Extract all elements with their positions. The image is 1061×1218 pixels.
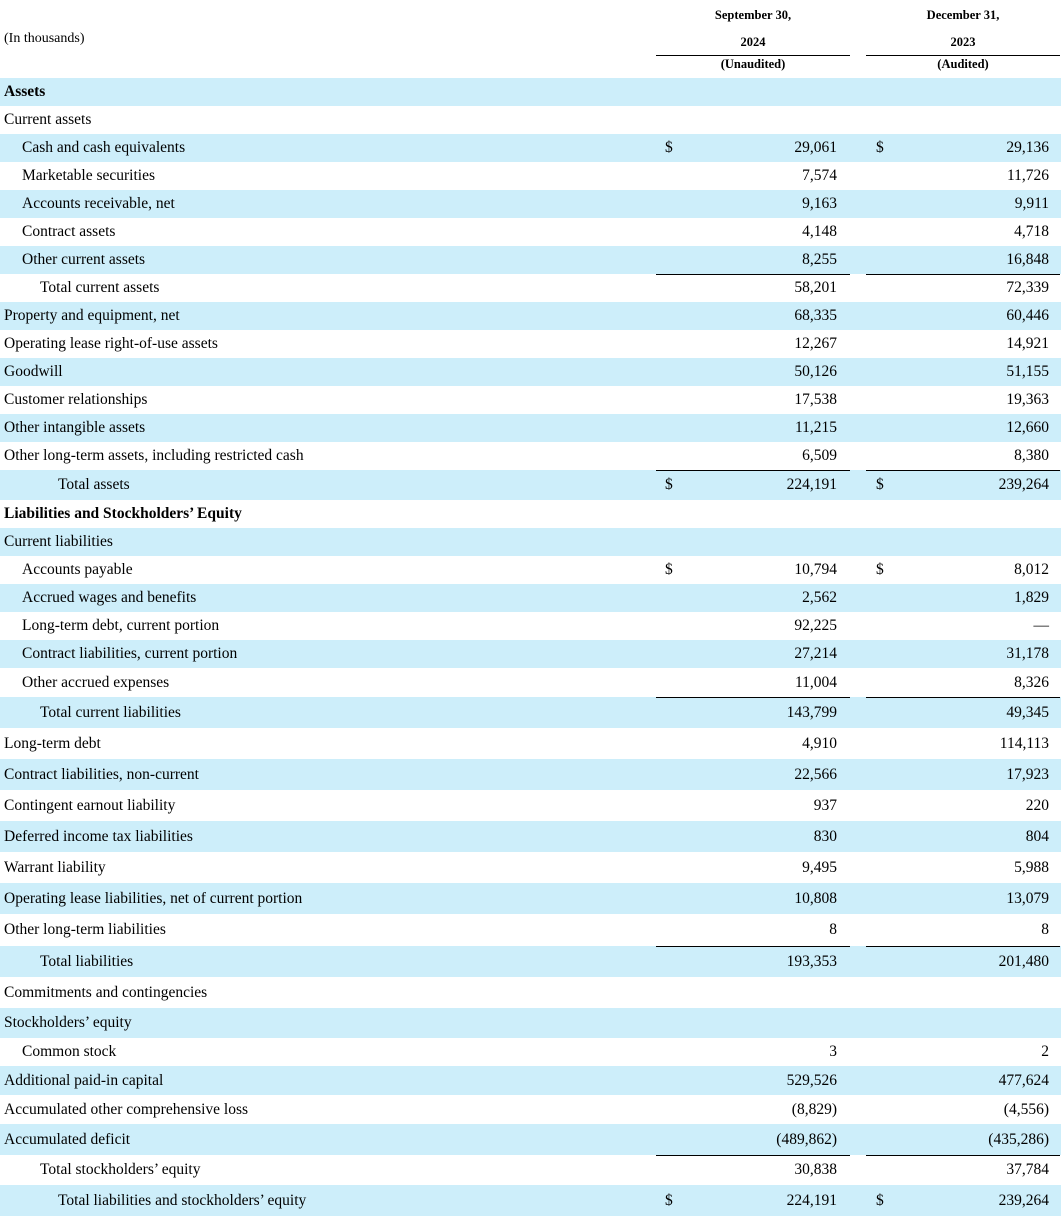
- col1-subtotal-rule: [656, 470, 850, 471]
- col1-value: 8,255: [802, 251, 837, 268]
- col2-subtotal-rule: [866, 470, 1060, 471]
- table-row: [0, 330, 1061, 358]
- table-row: [0, 1066, 1061, 1095]
- col2-value: 14,921: [1006, 335, 1049, 352]
- row-label: Customer relationships: [4, 391, 148, 408]
- row-label: Accumulated deficit: [4, 1130, 131, 1148]
- col1-value: 6,509: [802, 447, 837, 464]
- table-row: [0, 728, 1061, 759]
- row-label: Other accrued expenses: [22, 673, 170, 691]
- col1-value: 50,126: [794, 363, 837, 380]
- col2-value: 37,784: [1006, 1161, 1049, 1178]
- table-row: [0, 612, 1061, 640]
- col2-subtotal-rule: [866, 697, 1060, 698]
- col1-value: 27,214: [794, 645, 837, 662]
- table-row: [0, 78, 1061, 106]
- row-label: Accumulated other comprehensive loss: [4, 1100, 249, 1118]
- row-label: Total liabilities: [40, 952, 134, 970]
- col1-value: 937: [813, 796, 837, 814]
- col2-dollar-sign: $: [876, 139, 884, 156]
- col2-value: 239,264: [998, 476, 1049, 493]
- row-label: Stockholders’ equity: [4, 1014, 132, 1031]
- row-label: Assets: [4, 83, 46, 100]
- col1-value: 10,808: [794, 889, 837, 907]
- row-label: Goodwill: [4, 363, 63, 380]
- table-row: [0, 790, 1061, 821]
- units-label: (In thousands): [4, 31, 85, 46]
- table-row: [0, 852, 1061, 883]
- row-label: Accrued wages and benefits: [22, 589, 197, 606]
- row-label: Other long-term assets, including restricted cash: [4, 447, 304, 464]
- row-label: Deferred income tax liabilities: [4, 827, 193, 845]
- row-label: Common stock: [22, 1043, 117, 1060]
- col2-value: 13,079: [1006, 889, 1049, 907]
- table-row: [0, 106, 1061, 134]
- col1-subtotal-rule: [656, 946, 850, 947]
- col2-value: 2: [1041, 1043, 1049, 1060]
- col2-value: (435,286): [988, 1130, 1049, 1148]
- table-row: [0, 759, 1061, 790]
- col1-value: 143,799: [786, 703, 837, 721]
- col2-value: 11,726: [1006, 167, 1049, 184]
- col2-value: 72,339: [1006, 279, 1049, 296]
- table-row: [0, 946, 1061, 977]
- row-label: Current assets: [4, 111, 92, 128]
- col2-value: 29,136: [1006, 139, 1049, 156]
- col2-value: 8,326: [1014, 673, 1049, 691]
- row-label: Long-term debt: [4, 734, 101, 752]
- col1-value: 224,191: [786, 1191, 837, 1209]
- table-row: [0, 668, 1061, 697]
- col1-value: 30,838: [794, 1161, 837, 1178]
- col2-value: 201,480: [998, 952, 1049, 970]
- col2-dollar-sign: $: [876, 1191, 884, 1209]
- table-row: [0, 821, 1061, 852]
- row-label: Other current assets: [22, 251, 146, 268]
- table-row: [0, 162, 1061, 190]
- row-label: Contract liabilities, current portion: [22, 645, 238, 662]
- col2-value: 8: [1041, 921, 1049, 938]
- table-row: [0, 386, 1061, 414]
- row-label: Warrant liability: [4, 858, 106, 876]
- col1-value: (489,862): [776, 1130, 837, 1148]
- col1-value: 830: [813, 827, 837, 845]
- col2-subtotal-rule: [866, 946, 1060, 947]
- table-row: [0, 1038, 1061, 1066]
- row-label: Operating lease right-of-use assets: [4, 335, 218, 352]
- table-row: [0, 442, 1061, 470]
- table-row: [0, 556, 1061, 584]
- col1-value: 529,526: [786, 1071, 837, 1089]
- table-row: [0, 883, 1061, 914]
- row-label: Other long-term liabilities: [4, 921, 166, 938]
- col1-value: 193,353: [786, 952, 837, 970]
- table-row: [0, 358, 1061, 386]
- col2-header-rule: [866, 55, 1060, 56]
- col2-value: 16,848: [1006, 251, 1049, 268]
- row-label: Operating lease liabilities, net of current portion: [4, 889, 303, 907]
- row-label: Total assets: [58, 476, 130, 493]
- col2-value: 49,345: [1006, 703, 1049, 721]
- col2-subtotal-rule: [866, 1155, 1060, 1156]
- table-row: [0, 528, 1061, 556]
- col1-subtotal-rule: [656, 1155, 850, 1156]
- col2-value: 4,718: [1014, 223, 1049, 240]
- table-row: [0, 1124, 1061, 1155]
- row-label: Total liabilities and stockholders’ equity: [58, 1191, 307, 1209]
- col1-value: 12,267: [794, 335, 837, 352]
- col2-value: 8,012: [1014, 561, 1049, 578]
- col1-value: 8: [829, 921, 837, 938]
- col2-value: 19,363: [1006, 391, 1049, 408]
- col1-value: 7,574: [802, 167, 837, 184]
- row-label: Contract liabilities, non-current: [4, 765, 199, 783]
- row-label: Total current liabilities: [40, 703, 181, 721]
- col1-value: 11,004: [794, 673, 837, 691]
- table-row: [0, 697, 1061, 728]
- col2-value: 51,155: [1006, 363, 1049, 380]
- col1-value: 4,148: [802, 223, 837, 240]
- col2-value: —: [1033, 617, 1049, 634]
- col2-dollar-sign: $: [876, 561, 884, 578]
- col2-value: 220: [1025, 796, 1049, 814]
- row-label: Additional paid-in capital: [4, 1071, 164, 1089]
- col2-value: 31,178: [1006, 645, 1049, 662]
- col2-value: 8,380: [1014, 447, 1049, 464]
- row-label: Accounts receivable, net: [22, 195, 175, 212]
- col1-header-rule: [656, 55, 850, 56]
- col1-header-date: September 30,: [714, 8, 792, 22]
- col2-header-year: 2023: [950, 35, 976, 49]
- col1-value: 3: [829, 1043, 837, 1060]
- table-row: [0, 500, 1061, 528]
- col2-value: 12,660: [1006, 419, 1049, 436]
- table-row: [0, 246, 1061, 274]
- table-row: [0, 640, 1061, 668]
- col2-subtotal-rule: [866, 274, 1060, 275]
- table-row: [0, 584, 1061, 612]
- col2-header-status: (Audited): [937, 57, 989, 71]
- table-row: [0, 914, 1061, 946]
- col1-dollar-sign: $: [665, 476, 673, 493]
- col2-dollar-sign: $: [876, 476, 884, 493]
- table-row: [0, 134, 1061, 162]
- row-label: Current liabilities: [4, 533, 113, 550]
- table-row: [0, 414, 1061, 442]
- row-label: Long-term debt, current portion: [22, 617, 220, 634]
- row-label: Cash and cash equivalents: [22, 139, 186, 156]
- col1-subtotal-rule: [656, 274, 850, 275]
- col1-value: 92,225: [794, 617, 837, 634]
- row-label: Contingent earnout liability: [4, 796, 176, 814]
- col1-value: 11,215: [794, 419, 837, 436]
- col2-value: 239,264: [998, 1191, 1049, 1209]
- table-row: [0, 1185, 1061, 1216]
- table-row: [0, 1155, 1061, 1185]
- col1-value: 9,495: [802, 858, 837, 876]
- col1-header-status: (Unaudited): [720, 57, 786, 71]
- table-row: [0, 470, 1061, 500]
- row-label: Property and equipment, net: [4, 307, 180, 324]
- col1-value: 22,566: [794, 765, 837, 783]
- table-row: [0, 1008, 1061, 1038]
- col1-value: (8,829): [791, 1100, 837, 1118]
- table-row: [0, 977, 1061, 1008]
- col2-value: 804: [1025, 827, 1049, 845]
- table-row: [0, 274, 1061, 302]
- col2-value: (4,556): [1003, 1100, 1049, 1118]
- col1-value: 9,163: [802, 195, 837, 212]
- row-label: Marketable securities: [22, 167, 155, 184]
- col1-value: 68,335: [794, 307, 837, 324]
- row-label: Contract assets: [22, 223, 116, 240]
- col1-header-year: 2024: [740, 35, 766, 49]
- col2-header-date: December 31,: [926, 8, 1000, 22]
- col1-dollar-sign: $: [665, 139, 673, 156]
- col1-dollar-sign: $: [665, 1191, 673, 1209]
- col2-value: 5,988: [1014, 858, 1049, 876]
- row-label: Total stockholders’ equity: [40, 1161, 201, 1178]
- col1-value: 29,061: [794, 139, 837, 156]
- col1-value: 2,562: [802, 589, 837, 606]
- col2-value: 477,624: [998, 1071, 1049, 1089]
- col1-value: 4,910: [802, 734, 837, 752]
- col1-value: 10,794: [794, 561, 837, 578]
- col1-dollar-sign: $: [665, 561, 673, 578]
- table-row: [0, 1095, 1061, 1124]
- col2-value: 60,446: [1006, 307, 1049, 324]
- col2-value: 17,923: [1006, 765, 1049, 783]
- row-label: Total current assets: [40, 279, 160, 296]
- col1-value: 58,201: [794, 279, 837, 296]
- table-row: [0, 218, 1061, 246]
- row-label: Commitments and contingencies: [4, 983, 208, 1001]
- col2-value: 114,113: [999, 734, 1049, 752]
- row-label: Liabilities and Stockholders’ Equity: [4, 505, 242, 522]
- table-row: [0, 190, 1061, 218]
- col1-subtotal-rule: [656, 697, 850, 698]
- col2-value: 9,911: [1014, 195, 1049, 212]
- row-label: Other intangible assets: [4, 419, 146, 436]
- col1-value: 224,191: [786, 476, 837, 493]
- table-row: [0, 302, 1061, 330]
- col1-value: 17,538: [794, 391, 837, 408]
- col2-value: 1,829: [1014, 589, 1049, 606]
- row-label: Accounts payable: [22, 561, 133, 578]
